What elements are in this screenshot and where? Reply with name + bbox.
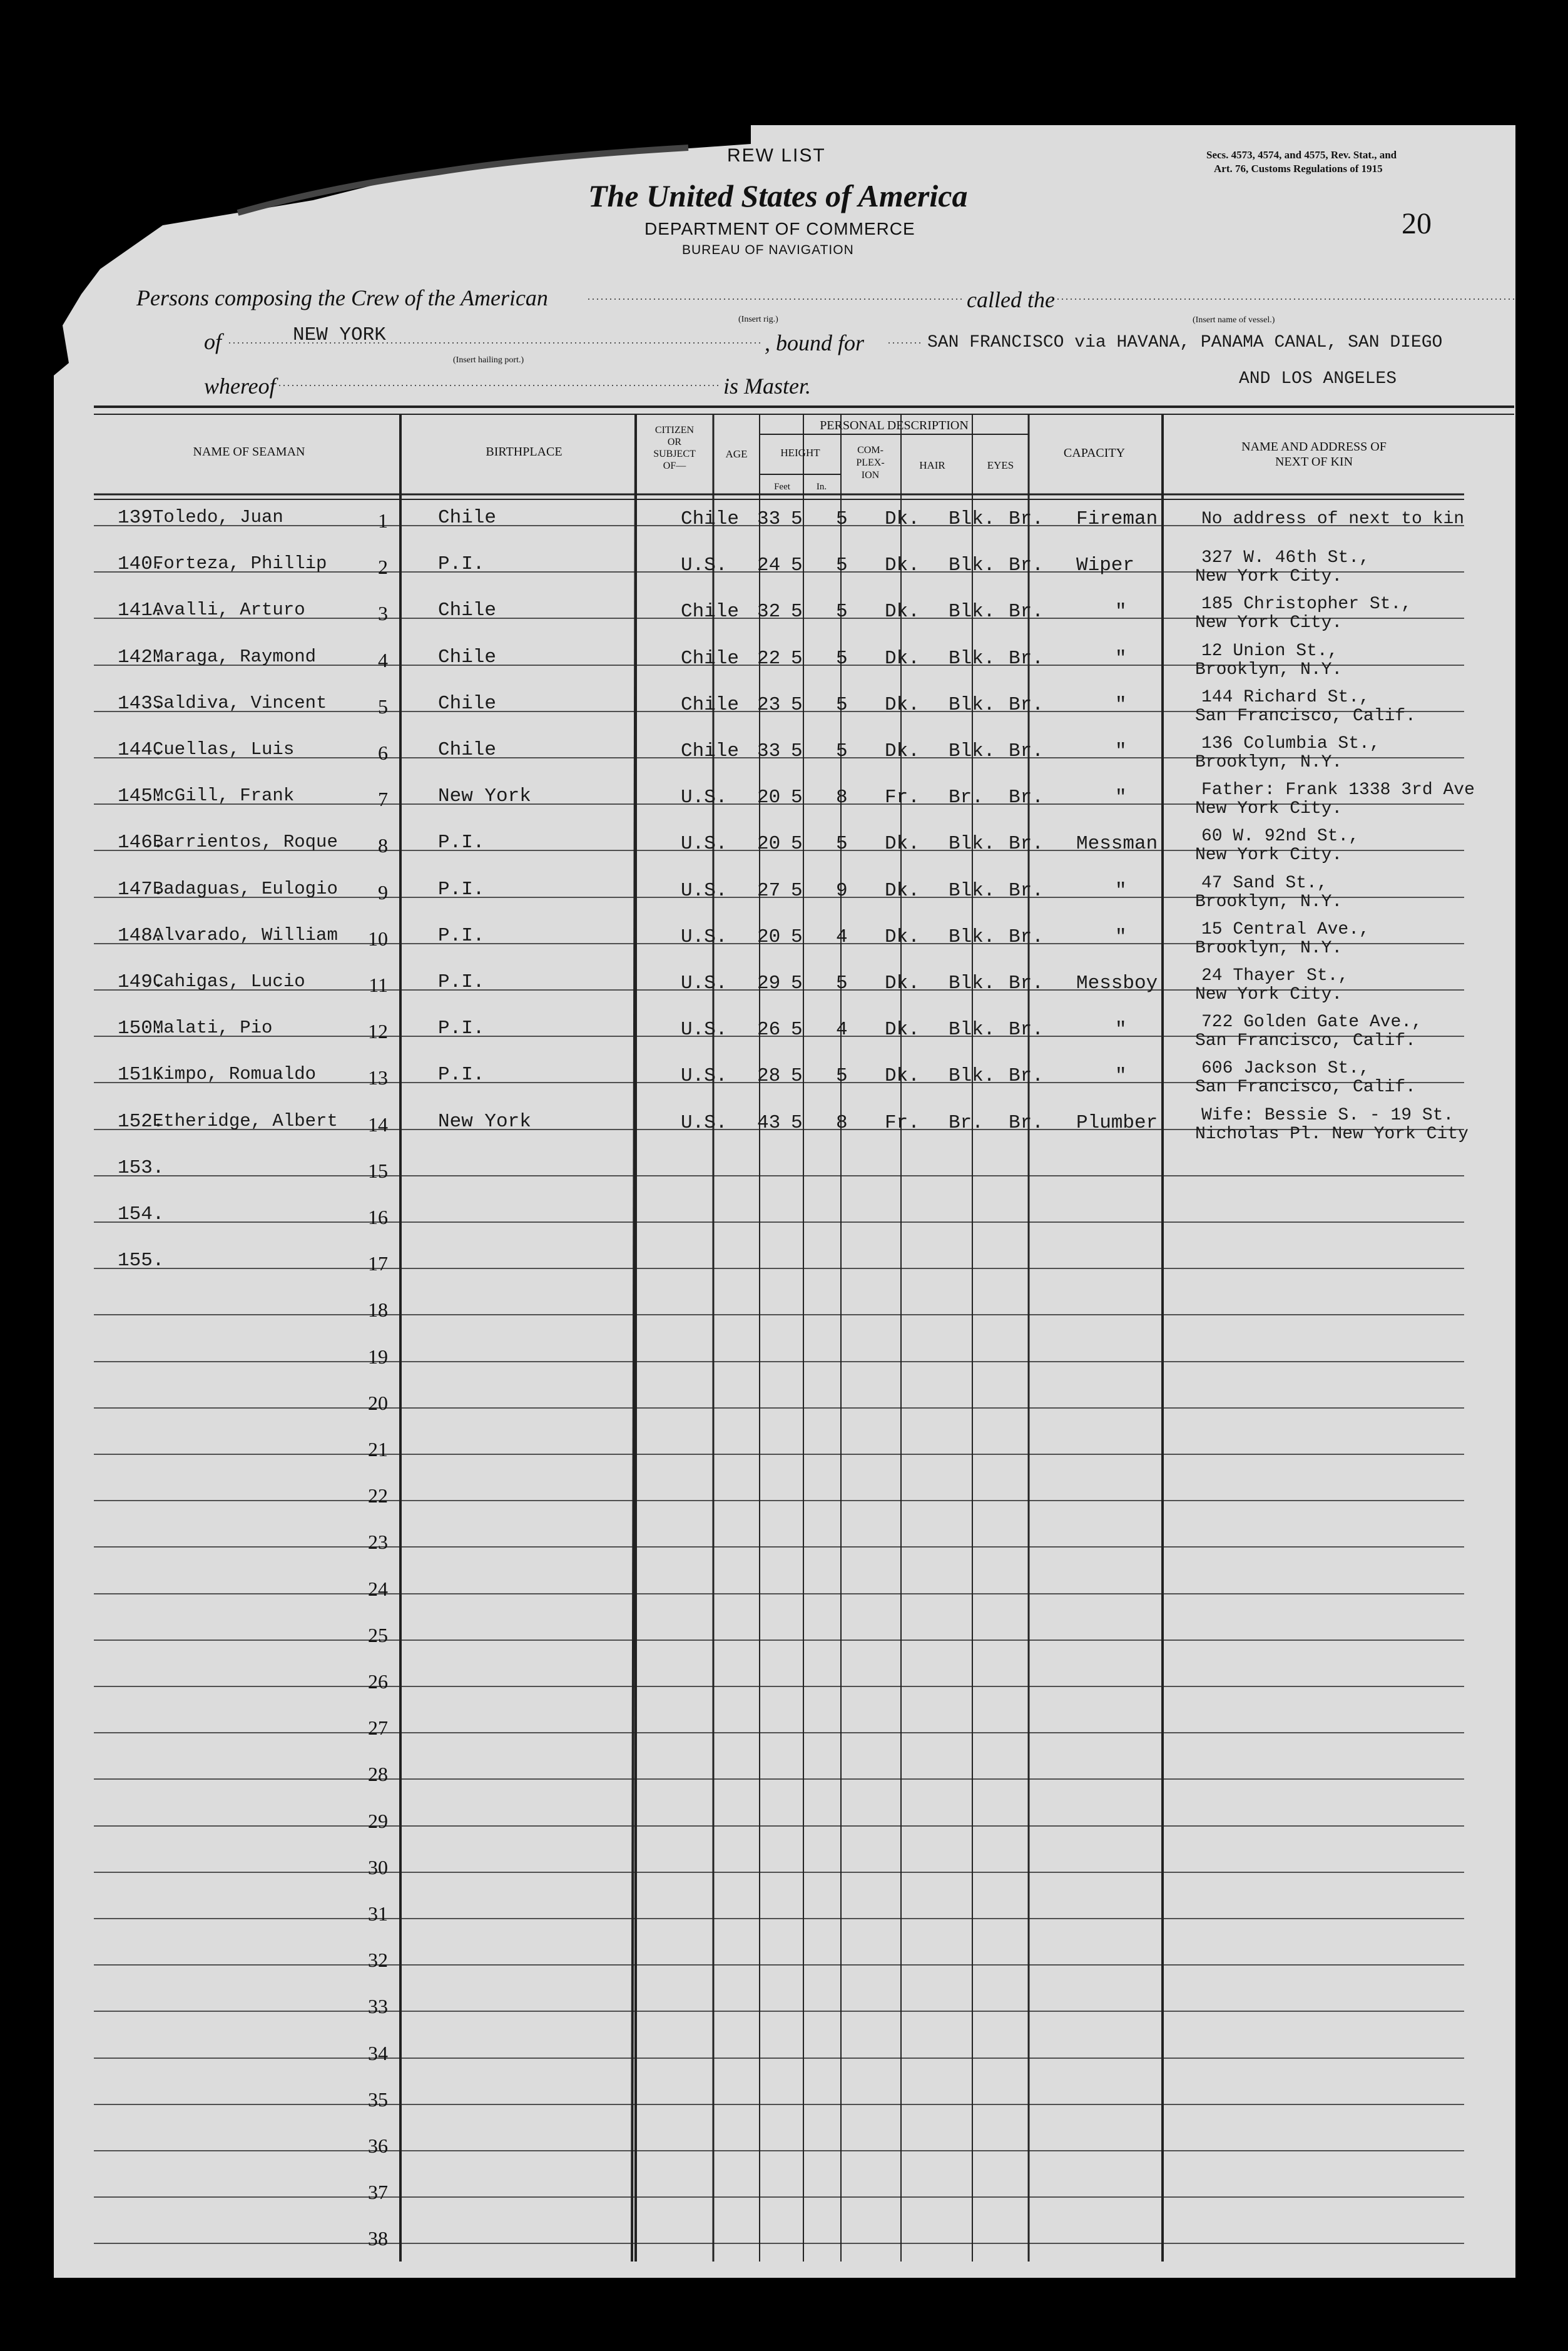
next-of-kin-line-1: Wife: Bessie S. - 19 St. bbox=[1201, 1106, 1454, 1125]
hair: Blk. bbox=[949, 601, 995, 623]
seaman-name: Malati, Pio bbox=[153, 1017, 273, 1038]
line-number: 36 bbox=[368, 2134, 388, 2157]
complexion: Dk. bbox=[885, 833, 920, 855]
line-number: 7 bbox=[378, 788, 388, 810]
line-number: 27 bbox=[368, 1716, 388, 1739]
line-number: 19 bbox=[368, 1345, 388, 1368]
destination-line-2: AND LOS ANGELES bbox=[1239, 369, 1397, 389]
height-inches: 5 bbox=[836, 648, 848, 670]
country-title: The United States of America bbox=[588, 178, 968, 213]
height-inches: 5 bbox=[836, 1065, 848, 1087]
eyes: Br. bbox=[1009, 1019, 1044, 1041]
eyes: Br. bbox=[1009, 694, 1044, 716]
crew-number: 146. bbox=[118, 832, 165, 854]
height-feet: 5 bbox=[791, 926, 803, 948]
crew-number: 141. bbox=[118, 599, 165, 621]
eyes: Br. bbox=[1009, 1065, 1044, 1087]
height-feet: 5 bbox=[791, 508, 803, 530]
citizenship: U.S. bbox=[681, 833, 728, 855]
age: 24 bbox=[757, 554, 781, 576]
birthplace: Chile bbox=[438, 739, 497, 761]
capacity: Wiper bbox=[1076, 554, 1135, 576]
hair: Blk. bbox=[949, 972, 995, 994]
header-citizen-3: SUBJECT bbox=[653, 449, 696, 459]
birthplace: P.I. bbox=[438, 832, 485, 854]
line-number: 17 bbox=[368, 1252, 388, 1275]
seaman-name: McGill, Frank bbox=[153, 785, 295, 806]
crew-number: 145. bbox=[118, 785, 165, 807]
eyes: Br. bbox=[1009, 833, 1044, 855]
line-number: 24 bbox=[368, 1578, 388, 1600]
next-of-kin-line-1: 327 W. 46th St., bbox=[1201, 548, 1370, 568]
line-number: 21 bbox=[368, 1438, 388, 1461]
capacity: " bbox=[1115, 694, 1127, 716]
height-inches: 5 bbox=[836, 972, 848, 994]
capacity: Fireman bbox=[1076, 508, 1158, 530]
age: 22 bbox=[757, 648, 781, 670]
called-the-label: called the bbox=[967, 287, 1055, 312]
height-feet: 5 bbox=[791, 833, 803, 855]
insert-port-note: (Insert hailing port.) bbox=[453, 355, 524, 365]
whereof-label: whereof bbox=[204, 374, 276, 399]
eyes: Br. bbox=[1009, 972, 1044, 994]
line-number: 15 bbox=[368, 1160, 388, 1182]
next-of-kin-line-2: San Francisco, Calif. bbox=[1195, 706, 1416, 726]
header-name: NAME OF SEAMAN bbox=[193, 445, 305, 459]
complexion: Dk. bbox=[885, 648, 920, 670]
page-number: 20 bbox=[1402, 207, 1432, 240]
next-of-kin-line-1: 722 Golden Gate Ave., bbox=[1201, 1012, 1422, 1032]
capacity: Messman bbox=[1076, 833, 1158, 855]
citizenship: U.S. bbox=[681, 1112, 728, 1134]
citizenship: U.S. bbox=[681, 880, 728, 902]
header-capacity: CAPACITY bbox=[1063, 446, 1126, 460]
hair: Br. bbox=[949, 1112, 984, 1134]
birthplace: Chile bbox=[438, 507, 497, 529]
next-of-kin-line-2: Brooklyn, N.Y. bbox=[1195, 660, 1343, 680]
eyes: Br. bbox=[1009, 601, 1044, 623]
citizenship: Chile bbox=[681, 740, 740, 762]
height-inches: 8 bbox=[836, 1112, 848, 1134]
next-of-kin-line-1: 185 Christopher St., bbox=[1201, 594, 1412, 614]
citizenship: U.S. bbox=[681, 787, 728, 808]
line-number: 32 bbox=[368, 1949, 388, 1971]
birthplace: P.I. bbox=[438, 925, 485, 947]
birthplace: P.I. bbox=[438, 879, 485, 900]
hair: Br. bbox=[949, 787, 984, 808]
is-master-label: is Master. bbox=[723, 374, 812, 399]
insert-rig-note: (Insert rig.) bbox=[738, 315, 778, 324]
age: 33 bbox=[757, 740, 781, 762]
header-next-of-kin-2: NEXT OF KIN bbox=[1275, 455, 1353, 469]
crew-number: 151. bbox=[118, 1064, 165, 1086]
line-number: 12 bbox=[368, 1020, 388, 1043]
capacity: " bbox=[1115, 926, 1127, 948]
height-inches: 8 bbox=[836, 787, 848, 808]
height-feet: 5 bbox=[791, 787, 803, 808]
seaman-name: Badaguas, Eulogio bbox=[153, 879, 338, 899]
seaman-name: Kimpo, Romualdo bbox=[153, 1064, 317, 1084]
height-feet: 5 bbox=[791, 601, 803, 623]
age: 33 bbox=[757, 508, 781, 530]
bound-for-label: , bound for bbox=[765, 330, 865, 355]
line-number: 3 bbox=[378, 602, 388, 625]
line-number: 5 bbox=[378, 695, 388, 718]
header-citizen-1: CITIZEN bbox=[654, 425, 695, 436]
seaman-name: Forteza, Phillip bbox=[153, 553, 327, 574]
crew-number: 149. bbox=[118, 971, 165, 993]
seaman-name: Cahigas, Lucio bbox=[153, 971, 305, 992]
height-inches: 5 bbox=[836, 601, 848, 623]
next-of-kin-line-1: Father: Frank 1338 3rd Ave bbox=[1201, 780, 1475, 800]
birthplace: P.I. bbox=[438, 971, 485, 993]
header-inches: In. bbox=[816, 482, 827, 492]
capacity: " bbox=[1115, 601, 1127, 623]
next-of-kin-line-2: New York City. bbox=[1195, 799, 1343, 819]
next-of-kin-line-1: 12 Union St., bbox=[1201, 641, 1338, 661]
next-of-kin-line-1: 144 Richard St., bbox=[1201, 688, 1370, 707]
height-feet: 5 bbox=[791, 554, 803, 576]
birthplace: New York bbox=[438, 1111, 531, 1133]
height-inches: 5 bbox=[836, 694, 848, 716]
line-number: 38 bbox=[368, 2227, 388, 2250]
age: 20 bbox=[757, 833, 781, 855]
persons-composing-label: Persons composing the Crew of the American bbox=[136, 285, 548, 310]
header-personal-description: PERSONAL DESCRIPTION bbox=[820, 419, 969, 432]
crew-number: 152. bbox=[118, 1111, 165, 1133]
height-inches: 4 bbox=[836, 1019, 848, 1041]
eyes: Br. bbox=[1009, 1112, 1044, 1134]
citizenship: U.S. bbox=[681, 554, 728, 576]
citizenship: U.S. bbox=[681, 972, 728, 994]
height-feet: 5 bbox=[791, 1065, 803, 1087]
height-inches: 9 bbox=[836, 880, 848, 902]
complexion: Dk. bbox=[885, 740, 920, 762]
line-number: 1 bbox=[378, 509, 388, 532]
height-feet: 5 bbox=[791, 648, 803, 670]
line-number: 13 bbox=[368, 1066, 388, 1089]
birthplace: Chile bbox=[438, 646, 497, 668]
next-of-kin-line-2: Brooklyn, N.Y. bbox=[1195, 753, 1343, 772]
line-number: 10 bbox=[368, 927, 388, 950]
next-of-kin-line-2: Brooklyn, N.Y. bbox=[1195, 892, 1343, 912]
height-feet: 5 bbox=[791, 1019, 803, 1041]
complexion: Dk. bbox=[885, 508, 920, 530]
complexion: Dk. bbox=[885, 880, 920, 902]
complexion: Fr. bbox=[885, 1112, 920, 1134]
height-inches: 5 bbox=[836, 554, 848, 576]
age: 29 bbox=[757, 972, 781, 994]
height-inches: 5 bbox=[836, 508, 848, 530]
next-of-kin-line-2: Brooklyn, N.Y. bbox=[1195, 939, 1343, 958]
crew-number: 153. bbox=[118, 1157, 165, 1179]
bureau-title: BUREAU OF NAVIGATION bbox=[682, 243, 854, 257]
line-number: 34 bbox=[368, 2042, 388, 2064]
hair: Blk. bbox=[949, 926, 995, 948]
complexion: Dk. bbox=[885, 972, 920, 994]
eyes: Br. bbox=[1009, 508, 1044, 530]
crew-number: 154. bbox=[118, 1203, 165, 1225]
seaman-name: Cuellas, Luis bbox=[153, 739, 295, 760]
height-feet: 5 bbox=[791, 740, 803, 762]
line-number: 20 bbox=[368, 1392, 388, 1414]
height-feet: 5 bbox=[791, 880, 803, 902]
eyes: Br. bbox=[1009, 787, 1044, 808]
height-feet: 5 bbox=[791, 1112, 803, 1134]
crew-list-title: REW LIST bbox=[727, 145, 826, 166]
seaman-name: Avalli, Arturo bbox=[153, 599, 305, 620]
line-number: 30 bbox=[368, 1856, 388, 1879]
capacity: " bbox=[1115, 740, 1127, 762]
hair: Blk. bbox=[949, 740, 995, 762]
department-title: DEPARTMENT OF COMMERCE bbox=[644, 219, 915, 238]
next-of-kin-line-1: 47 Sand St., bbox=[1201, 874, 1328, 893]
hair: Blk. bbox=[949, 880, 995, 902]
header-next-of-kin-1: NAME AND ADDRESS OF bbox=[1241, 440, 1387, 454]
line-number: 9 bbox=[378, 881, 388, 904]
complexion: Dk. bbox=[885, 1019, 920, 1041]
header-complexion bbox=[841, 444, 900, 482]
complexion: Dk. bbox=[885, 926, 920, 948]
citizenship: U.S. bbox=[681, 1019, 728, 1041]
next-of-kin-line-2: New York City. bbox=[1195, 567, 1343, 586]
seaman-name: Toledo, Juan bbox=[153, 507, 283, 528]
line-number: 8 bbox=[378, 834, 388, 857]
hair: Blk. bbox=[949, 1065, 995, 1087]
line-number: 25 bbox=[368, 1624, 388, 1646]
citizenship: Chile bbox=[681, 601, 740, 623]
age: 43 bbox=[757, 1112, 781, 1134]
capacity: " bbox=[1115, 1065, 1127, 1087]
next-of-kin-line-1: 15 Central Ave., bbox=[1201, 920, 1370, 939]
statute-note-2: Art. 76, Customs Regulations of 1915 bbox=[1214, 163, 1383, 175]
eyes: Br. bbox=[1009, 648, 1044, 670]
seaman-name: Etheridge, Albert bbox=[153, 1111, 338, 1131]
seaman-name: Maraga, Raymond bbox=[153, 646, 317, 667]
capacity: " bbox=[1115, 648, 1127, 670]
line-number: 29 bbox=[368, 1810, 388, 1832]
complexion: Dk. bbox=[885, 554, 920, 576]
citizenship: Chile bbox=[681, 648, 740, 670]
line-number: 4 bbox=[378, 649, 388, 671]
complexion: Fr. bbox=[885, 787, 920, 808]
hair: Blk. bbox=[949, 508, 995, 530]
hair: Blk. bbox=[949, 833, 995, 855]
line-number: 26 bbox=[368, 1670, 388, 1693]
header-height: HEIGHT bbox=[780, 447, 820, 459]
height-inches: 5 bbox=[836, 833, 848, 855]
eyes: Br. bbox=[1009, 554, 1044, 576]
age: 27 bbox=[757, 880, 781, 902]
hair: Blk. bbox=[949, 648, 995, 670]
seaman-name: Barrientos, Roque bbox=[153, 832, 338, 852]
header-hair: HAIR bbox=[919, 459, 945, 471]
header-complexion-3: ION bbox=[861, 470, 880, 481]
birthplace: P.I. bbox=[438, 553, 485, 575]
next-of-kin-line-1: 60 W. 92nd St., bbox=[1201, 827, 1360, 846]
eyes: Br. bbox=[1009, 880, 1044, 902]
crew-number: 139. bbox=[118, 507, 165, 529]
hair: Blk. bbox=[949, 694, 995, 716]
birthplace: Chile bbox=[438, 599, 497, 621]
header-citizen bbox=[638, 424, 711, 472]
citizenship: Chile bbox=[681, 508, 740, 530]
line-number: 23 bbox=[368, 1531, 388, 1553]
age: 20 bbox=[757, 787, 781, 808]
header-citizen-4: OF— bbox=[663, 461, 686, 471]
birthplace: New York bbox=[438, 785, 531, 807]
line-number: 6 bbox=[378, 742, 388, 764]
citizenship: Chile bbox=[681, 694, 740, 716]
citizenship: U.S. bbox=[681, 926, 728, 948]
next-of-kin-line-2: New York City. bbox=[1195, 985, 1343, 1004]
statute-note: Secs. 4573, 4574, and 4575, Rev. Stat., and bbox=[1206, 149, 1397, 161]
crew-number: 143. bbox=[118, 693, 165, 715]
hailing-port-value: NEW YORK bbox=[293, 324, 386, 346]
line-number: 16 bbox=[368, 1206, 388, 1228]
header-complexion-1: COM- bbox=[857, 445, 883, 456]
crew-number: 140. bbox=[118, 553, 165, 575]
crew-number: 148. bbox=[118, 925, 165, 947]
line-number: 37 bbox=[368, 2181, 388, 2203]
crew-number: 144. bbox=[118, 739, 165, 761]
header-eyes: EYES bbox=[987, 459, 1014, 471]
hair: Blk. bbox=[949, 554, 995, 576]
header-complexion-2: PLEX- bbox=[856, 457, 885, 468]
insert-vessel-note: (Insert name of vessel.) bbox=[1193, 315, 1275, 325]
capacity: " bbox=[1115, 787, 1127, 808]
next-of-kin-line-1: 24 Thayer St., bbox=[1201, 966, 1349, 986]
crew-number: 147. bbox=[118, 879, 165, 900]
line-number: 11 bbox=[369, 974, 388, 996]
header-birthplace: BIRTHPLACE bbox=[486, 445, 563, 459]
birthplace: Chile bbox=[438, 693, 497, 715]
age: 28 bbox=[757, 1065, 781, 1087]
height-inches: 5 bbox=[836, 740, 848, 762]
line-number: 2 bbox=[378, 556, 388, 578]
crew-number: 142. bbox=[118, 646, 165, 668]
height-feet: 5 bbox=[791, 694, 803, 716]
next-of-kin-line-2: San Francisco, Calif. bbox=[1195, 1031, 1416, 1051]
line-number: 35 bbox=[368, 2088, 388, 2111]
complexion: Dk. bbox=[885, 601, 920, 623]
height-feet: 5 bbox=[791, 972, 803, 994]
age: 23 bbox=[757, 694, 781, 716]
capacity: Plumber bbox=[1076, 1112, 1158, 1134]
age: 32 bbox=[757, 601, 781, 623]
next-of-kin-line-2: New York City. bbox=[1195, 845, 1343, 865]
line-number: 22 bbox=[368, 1484, 388, 1507]
line-number: 31 bbox=[368, 1902, 388, 1925]
capacity: Messboy bbox=[1076, 972, 1158, 994]
header-next-of-kin bbox=[1164, 439, 1464, 469]
line-number: 33 bbox=[368, 1995, 388, 2017]
next-of-kin-line-2: Nicholas Pl. New York City bbox=[1195, 1125, 1469, 1144]
header-age: AGE bbox=[725, 448, 748, 460]
next-of-kin-line-1: 606 Jackson St., bbox=[1201, 1059, 1370, 1078]
header-feet: Feet bbox=[774, 482, 790, 492]
eyes: Br. bbox=[1009, 926, 1044, 948]
eyes: Br. bbox=[1009, 740, 1044, 762]
crew-number: 155. bbox=[118, 1250, 165, 1272]
next-of-kin-line-2: San Francisco, Calif. bbox=[1195, 1078, 1416, 1097]
seaman-name: Alvarado, William bbox=[153, 925, 338, 946]
next-of-kin-line-2: New York City. bbox=[1195, 613, 1343, 633]
line-number: 18 bbox=[368, 1298, 388, 1321]
age: 26 bbox=[757, 1019, 781, 1041]
birthplace: P.I. bbox=[438, 1017, 485, 1039]
complexion: Dk. bbox=[885, 694, 920, 716]
destination-line-1: SAN FRANCISCO via HAVANA, PANAMA CANAL, SAN DIEGO bbox=[927, 333, 1443, 352]
of-label: of bbox=[204, 329, 222, 354]
line-number: 14 bbox=[368, 1113, 388, 1136]
complexion: Dk. bbox=[885, 1065, 920, 1087]
birthplace: P.I. bbox=[438, 1064, 485, 1086]
hair: Blk. bbox=[949, 1019, 995, 1041]
capacity: " bbox=[1115, 1019, 1127, 1041]
height-inches: 4 bbox=[836, 926, 848, 948]
capacity: " bbox=[1115, 880, 1127, 902]
seaman-name: Saldiva, Vincent bbox=[153, 693, 327, 713]
next-of-kin-line-1: No address of next to kin bbox=[1201, 509, 1465, 529]
crew-number: 150. bbox=[118, 1017, 165, 1039]
age: 20 bbox=[757, 926, 781, 948]
header-citizen-2: OR bbox=[667, 437, 682, 447]
citizenship: U.S. bbox=[681, 1065, 728, 1087]
line-number: 28 bbox=[368, 1763, 388, 1785]
next-of-kin-line-1: 136 Columbia St., bbox=[1201, 734, 1380, 753]
